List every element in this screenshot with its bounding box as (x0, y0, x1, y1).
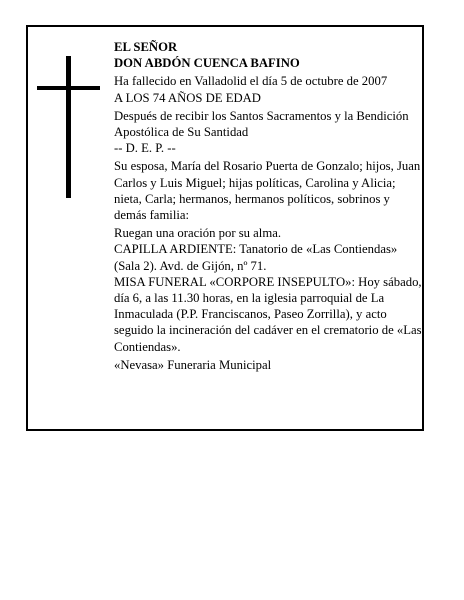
chapel-info: CAPILLA ARDIENTE: Tanatorio de «Las Contiendas» (Sala 2). Avd. de Gijón, nº 71. (114, 242, 398, 273)
cross-horizontal-bar (37, 86, 100, 90)
funeral-mass-info: MISA FUNERAL «CORPORE INSEPULTO»: Hoy sábado, día 6, a las 11.30 horas, en la iglesia parroquial de La Inmaculada (P.P. Franciscanos, Paseo Zorrilla), y acto seguido la incineración del cadáver en el crematorio de «Las Contiendas». (114, 274, 422, 354)
notice-text (114, 39, 424, 373)
prayer-request: Ruegan una oración por su alma. (114, 226, 282, 241)
sacraments-statement: Después de recibir los Santos Sacramentos y la Bendición Apostólica de Su Santidad (114, 108, 409, 140)
obituary-notice (26, 25, 424, 431)
cross-vertical-bar (66, 56, 71, 198)
age-statement: A LOS 74 AÑOS DE EDAD (114, 90, 261, 105)
family-statement: Su esposa, María del Rosario Puerta de Gonzalo; hijos, Juan Carlos y Luis Miguel; hijas políticas, Carolina y Alicia; nieta, Carla; hermanos, hermanos políticos, sobrinos y demás familia: (114, 159, 421, 223)
deceased-name: DON ABDÓN CUENCA BAFINO (114, 56, 300, 71)
death-statement: Ha fallecido en Valladolid el día 5 de octubre de 2007 (114, 74, 388, 89)
rip-line: -- D. E. P. -- (114, 141, 176, 156)
funeral-home: «Nevasa» Funeraria Municipal (114, 357, 272, 372)
cross-icon (37, 56, 100, 198)
heading-title: EL SEÑOR (114, 40, 178, 54)
